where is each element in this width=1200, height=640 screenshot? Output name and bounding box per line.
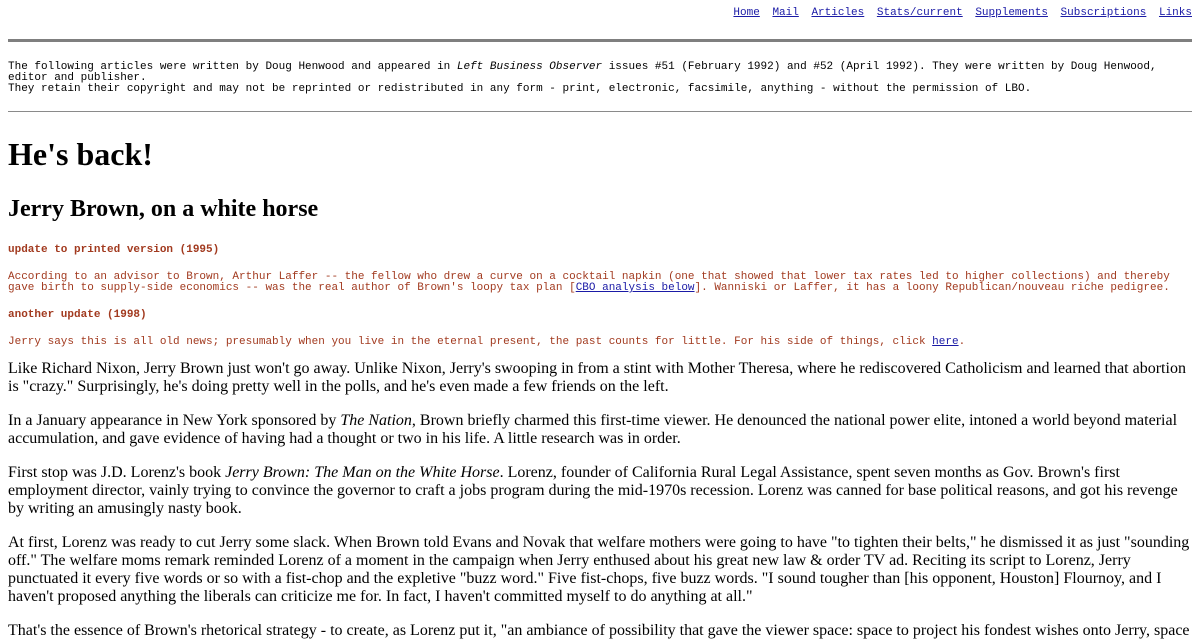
copyright-notice-line-1: The following articles were written by Doug Henwood and appeared in Left Business Observer issues #51 (February 1992) and #52 (April 1992). They were written by Doug Henwood, editor and publisher.	[8, 61, 1157, 84]
article-subtitle: Jerry Brown, on a white horse	[8, 196, 319, 222]
article-title: He's back!	[8, 136, 153, 172]
article-paragraph: In a January appearance in New York sponsored by The Nation, Brown briefly charmed this first-time viewer. He denounced the national power elite, intoned a world beyond material accumulation, and gave evidence of having had a thought or two in his life. A little research was in order.	[8, 412, 1178, 447]
cbo-analysis-link[interactable]: CBO analysis below	[575, 282, 695, 294]
nav-link-mail[interactable]: Mail	[772, 7, 799, 19]
header-divider	[8, 39, 1192, 42]
book-title: Jerry Brown: The Man on the White Horse	[225, 464, 500, 481]
update-1998-heading: another update (1998)	[8, 309, 147, 321]
nav-link-supplements[interactable]: Supplements	[975, 7, 1048, 19]
nav-link-home[interactable]: Home	[733, 7, 760, 19]
nav-link-articles[interactable]: Articles	[811, 7, 865, 19]
copyright-notice-line-2: They retain their copyright and may not be reprinted or redistributed in any form - print, electronic, facsimile, anything - without the permission of LBO.	[8, 83, 1032, 95]
notice-divider	[8, 111, 1192, 112]
update-1995-text: According to an advisor to Brown, Arthur Laffer -- the fellow who drew a curve on a cocktail napkin (one that showed that lower tax rates led to higher collections) and thereby gave birth to supply-side economics -- was the real author of Brown's loopy tax plan [CBO analysis below]. Wanniski or Laffer, it has a loony Republican/nouveau riche pedigree.	[8, 271, 1170, 294]
top-nav	[8, 0, 1192, 21]
copyright-notice	[8, 62, 1192, 95]
article-paragraph: Like Richard Nixon, Jerry Brown just won't go away. Unlike Nixon, Jerry's swooping in from a stint with Mother Theresa, where he rediscovered Catholicism and learned that abortion is "crazy." Surprisingly, he's doing pretty well in the polls, and he's even made a few friends on the left.	[8, 360, 1186, 395]
article-paragraph: That's the essence of Brown's rhetorical strategy - to create, as Lorenz put it, "an ambiance of possibility that gave the viewer space: space to project his fondest wishes onto Jerry, space	[8, 622, 1190, 639]
nav-link-links[interactable]: Links	[1158, 7, 1192, 19]
magazine-name: The Nation	[340, 412, 412, 429]
update-1998-text: Jerry says this is all old news; presumably when you live in the eternal present, the past counts for little. For his side of things, click here.	[8, 336, 966, 348]
article-paragraph: At first, Lorenz was ready to cut Jerry some slack. When Brown told Evans and Novak that welfare mothers were going to have "to tighten their belts," he dismissed it as just "sounding off." The welfare moms remark reminded Lorenz of a moment in the campaign when Jerry enthused about his great new law & order TV ad. Reciting its script to Lorenz, Jerry punctuated it every five words or so with a fist-chop and the expletive "buzz word." Five fist-chops, five buzz words. "I sound tougher than [his opponent, Houston] Flournoy, and I haven't proposed anything the liberals can criticize me for. In fact, I haven't committed myself to do anything at all."	[8, 534, 1190, 605]
update-1995-heading: update to printed version (1995)	[8, 244, 220, 256]
nav-link-stats-current[interactable]: Stats/current	[876, 7, 963, 19]
nav-link-subscriptions[interactable]: Subscriptions	[1060, 7, 1147, 19]
article-paragraph: First stop was J.D. Lorenz's book Jerry Brown: The Man on the White Horse. Lorenz, founder of California Rural Legal Assistance, spent seven months as Gov. Brown's first employment director, vainly trying to convince the governor to craft a jobs program during the mid-1970s recession. Lorenz was canned for base political reasons, and got his revenge by writing an amusingly nasty book.	[8, 464, 1178, 517]
here-link[interactable]: here	[932, 336, 959, 348]
publication-name: Left Business Observer	[456, 61, 603, 73]
